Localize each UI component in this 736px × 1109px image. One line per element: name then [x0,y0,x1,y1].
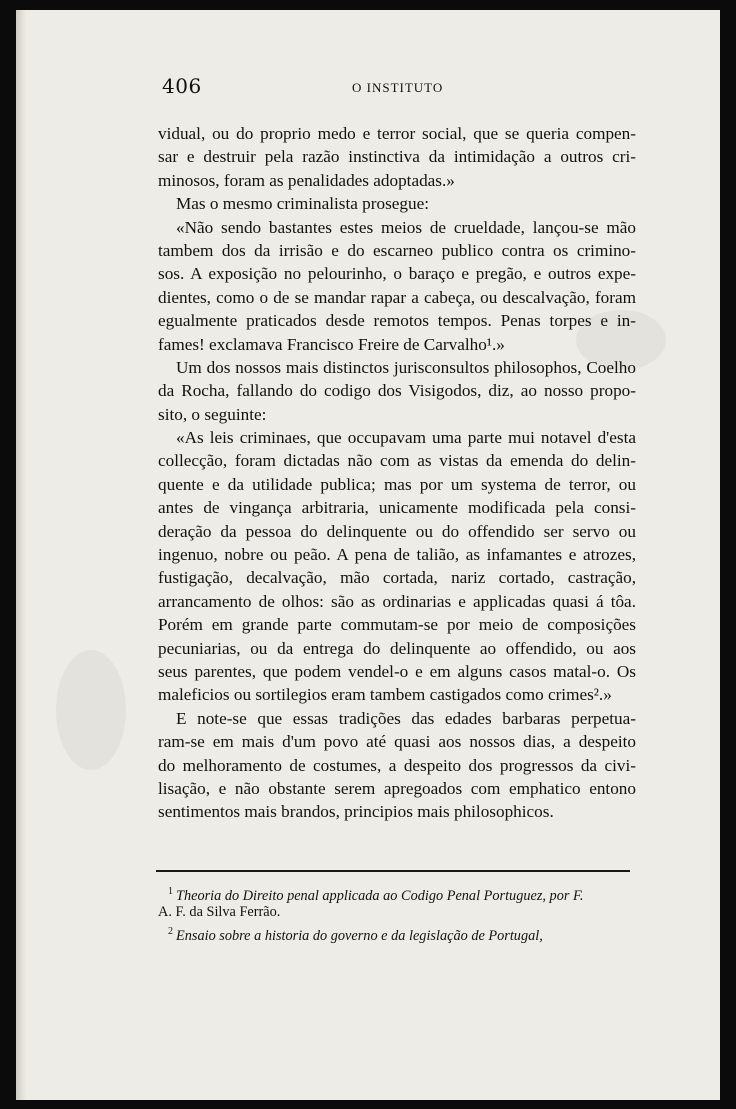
text-line: fustigação, decalvação, mão cortada, nariz cortado, castração, [158,568,636,588]
text-line: antes de vingança arbitraria, unicamente modificada pela consi- [158,498,636,518]
text-line: Um dos nossos mais distinctos jurisconsultos philosophos, Coelho [176,357,636,377]
text-line: egualmente praticados desde remotos tempos. Penas torpes e in- [158,311,636,331]
footnote-marker: 1 [168,886,173,897]
text-line: tambem dos da irrisão e do escarneo publico contra os crimino- [158,240,636,260]
footnote-1 [158,882,632,902]
text-line: pecuniarias, ou da entrega do delinquente ao offendido, ou aos [158,638,636,658]
text-line: lisação, e não obstante serem apregoados com emphatico entono [158,778,636,798]
text-line: ram-se em mais d'um povo até quasi aos nossos dias, a despeito [158,732,636,752]
text-line: «Não sendo bastantes estes meios de crueldade, lançou-se mão [176,217,636,237]
footnote-marker: 2 [168,926,173,937]
text-line: vidual, ou do proprio medo e terror social, que se queria compen- [158,124,636,143]
text-line: sentimentos mais brandos, principios mais philosophicos. [158,802,554,822]
text-line: E note-se que essas tradições das edades barbaras perpetua- [176,708,636,728]
text-line: fames! exclamava Francisco Freire de Carvalho¹.» [158,334,505,354]
text-line: quente e da utilidade publica; mas por um systema de terror, ou [158,474,636,494]
paper-stain [56,650,126,770]
running-header [162,74,632,104]
text-line: sos. A exposição no pelourinho, o baraço e pregão, e outros expe- [158,264,636,284]
text-line: sito, o seguinte: [158,404,267,424]
text-line: arrancamento de olhos: são as ordinarias e applicadas quasi á tôa. [158,591,636,611]
text-line: maleficios ou sortilegios eram tambem castigados como crimes².» [158,685,612,705]
text-line: deração da pessoa do delinquente ou do offendido ser servo ou [158,521,636,541]
body-text [158,122,636,824]
page-number: 406 [162,74,202,98]
text-line: sar e destruir pela razão instinctiva da intimidação a outros cri- [158,147,636,167]
footnote-1-continuation: A. F. da Silva Ferrão. [158,904,281,920]
text-line: Mas o mesmo criminalista prosegue: [176,194,429,214]
text-line: ingenuo, nobre ou peão. A pena de talião, as infamantes e atrozes, [158,545,636,565]
footnote-text: Theoria do Direito penal applicada ao Codigo Penal Portuguez, por F. [176,887,584,904]
running-title: O INSTITUTO [352,80,444,95]
scan-edge-shadow [16,10,26,1100]
text-line: seus parentes, que podem vendel-o e em alguns casos matal-o. Os [158,661,636,681]
text-line: dientes, como o de se mandar rapar a cabeça, ou descalvação, foram [158,287,636,307]
text-line: do melhoramento de costumes, a despeito dos progressos da civi- [158,755,636,775]
text-line: Porém em grande parte commutam-se por meio de composições [158,615,636,635]
footnote-text: Ensaio sobre a historia do governo e da legislação de Portugal, [176,927,543,944]
footnotes [158,882,632,942]
text-line: minosos, foram as penalidades adoptadas.» [158,170,455,190]
book-page [16,10,720,1100]
text-line: collecção, foram dictadas não com as vistas da emenda do delin- [158,451,636,471]
text-line: «As leis criminaes, que occupavam uma parte mui notavel d'esta [176,428,636,448]
text-line: da Rocha, fallando do codigo dos Visigodos, diz, ao nosso propo- [158,381,636,401]
footnote-separator [156,870,630,872]
footnote-2 [158,922,632,942]
